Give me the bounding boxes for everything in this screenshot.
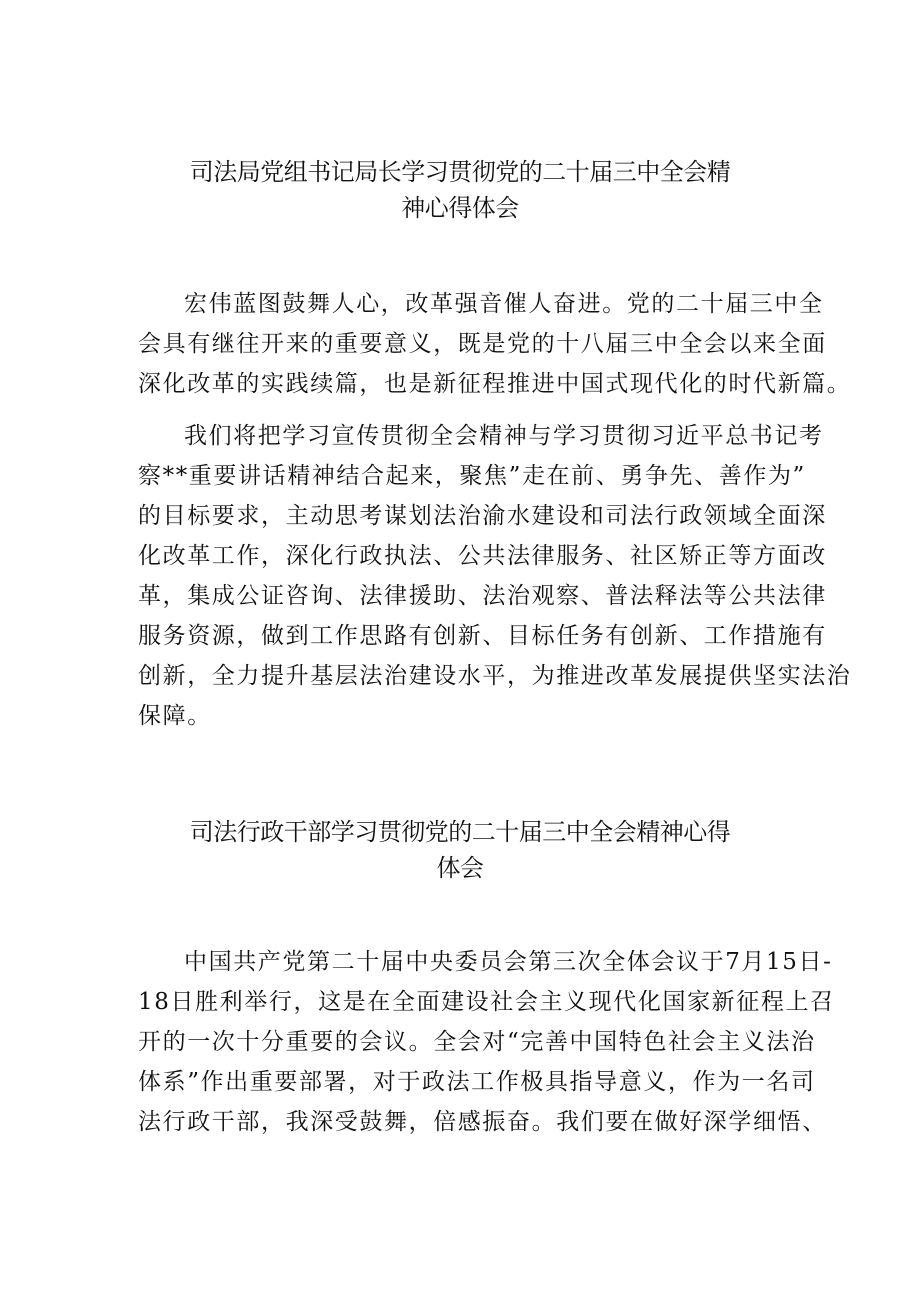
paragraph-line: 中国共产党第二十届中央委员会第三次全体会议于7月15日- [184, 949, 833, 975]
section1-title-line-2: 神心得体会 [401, 194, 519, 222]
paragraph-line: 创新，全力提升基层法治建设水平，为推进改革发展提供坚实法治 [138, 663, 852, 689]
paragraph-line: 保障。 [138, 703, 212, 729]
paragraph-line: 我们将把学习宣传贯彻全会精神与学习贯彻习近平总书记考 [184, 423, 824, 449]
section2-paragraph-1 [138, 942, 835, 1142]
paragraph-line: 察**重要讲话精神结合起来，聚焦”走在前、勇争先、善作为” [138, 463, 806, 489]
paragraph-line: 体系”作出重要部署，对于政法工作极具指导意义，作为一名司 [138, 1069, 816, 1095]
paragraph-line: 开的一次十分重要的会议。全会对“完善中国特色社会主义法治 [138, 1029, 816, 1055]
paragraph-line: 革，集成公证咨询、法律援助、法治观察、普法释法等公共法律 [138, 583, 827, 609]
paragraph-line: 法行政干部，我深受鼓舞，倍感振奋。我们要在做好深学细悟、 [138, 1109, 827, 1135]
section2-title [0, 814, 920, 886]
section1-paragraph-1 [138, 284, 852, 404]
section1-title-line-1: 司法局党组书记局长学习贯彻党的二十届三中全会精 [189, 158, 731, 186]
paragraph-line: 宏伟蓝图鼓舞人心，改革强音催人奋进。党的二十届三中全 [184, 291, 824, 317]
paragraph-line: 18日胜利举行，这是在全面建设社会主义现代化国家新征程上召 [138, 989, 835, 1015]
section1-paragraph-2 [138, 416, 852, 736]
paragraph-line: 的目标要求，主动思考谋划法治渝水建设和司法行政领域全面深 [138, 503, 827, 529]
section2-title-line-2: 体会 [436, 854, 484, 882]
paragraph-line: 服务资源，做到工作思路有创新、目标任务有创新、工作措施有 [138, 623, 827, 649]
paragraph-line: 会具有继往开来的重要意义，既是党的十八届三中全会以来全面 [138, 331, 827, 357]
paragraph-line: 化改革工作，深化行政执法、公共法律服务、社区矫正等方面改 [138, 543, 827, 569]
paragraph-line: 深化改革的实践续篇，也是新征程推进中国式现代化的时代新篇。 [138, 371, 852, 397]
section1-title [0, 154, 920, 226]
section2-title-line-1: 司法行政干部学习贯彻党的二十届三中全会精神心得 [189, 818, 731, 846]
